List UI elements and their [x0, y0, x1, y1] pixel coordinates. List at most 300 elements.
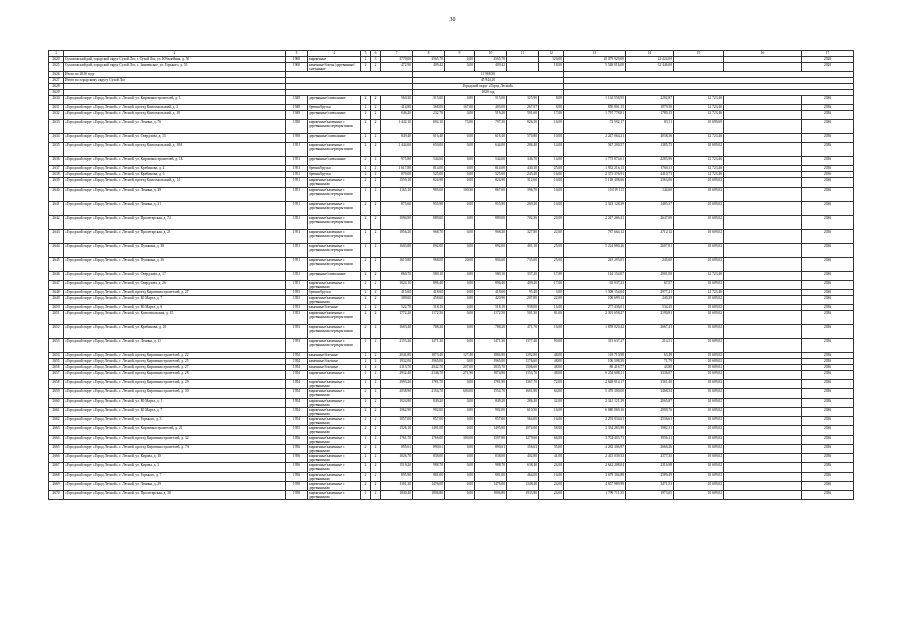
column-header: 8 — [413, 51, 445, 57]
table-cell: 3 343 128,29 — [564, 201, 626, 215]
table-cell: 2 — [371, 365, 381, 371]
table-cell: кирпичные/каменные с — [308, 371, 361, 380]
table-cell: 2648 — [49, 289, 64, 295]
table-cell: 10 609,02 — [674, 178, 724, 187]
table-cell: 2666,26 — [626, 444, 674, 453]
table-cell: 838,00 — [475, 454, 507, 463]
table-cell: 1172,50 — [413, 311, 445, 325]
table-cell: 2036 — [802, 257, 854, 271]
table-row — [49, 111, 854, 120]
table-row — [49, 295, 854, 304]
table-cell: 2 — [371, 339, 381, 353]
table-cell: 0,00 — [445, 215, 475, 229]
summary-label: Итого по городскому округу Сухой Лог — [64, 78, 286, 84]
table-cell: 396,70 — [507, 187, 539, 201]
table-row — [49, 257, 854, 271]
table-cell: 2652 — [49, 325, 64, 339]
table-row — [49, 271, 854, 280]
table-cell: 2036 — [802, 389, 854, 398]
table-cell: 1965,00 — [413, 359, 445, 365]
address-cell: «Городской округ «Город Лесной», г. Лесной, ул. Комсомольская, д. 15 — [64, 311, 286, 325]
table-cell: 879,00 — [381, 172, 413, 178]
table-cell: 2 — [361, 481, 371, 490]
table-cell: 938,00 — [507, 305, 539, 311]
table-cell: 1597,80 — [475, 435, 507, 444]
table-cell — [674, 63, 724, 72]
table-cell: 2036 — [802, 111, 854, 120]
table-cell: 48,00 — [539, 371, 564, 380]
address-cell: «Городской округ «Город Лесной», г. Лесной, ул. Ленина, д. 21 — [64, 201, 286, 215]
table-cell — [724, 96, 802, 105]
table-cell: 4 282 306,97 — [564, 444, 626, 453]
table-cell: 22,00 — [539, 295, 564, 304]
table-cell: 10 699,69 — [674, 120, 724, 134]
table-cell: бревна/брусья — [308, 105, 361, 111]
table-cell: кирпичные/каменные с деревянными — [308, 398, 361, 407]
table-cell: 2 648 914,17 — [564, 380, 626, 389]
table-cell: кирпичные/каменные с деревянными — [308, 389, 361, 398]
table-row — [49, 325, 854, 339]
table-cell: 2666 — [49, 454, 64, 463]
table-cell: 2036 — [802, 463, 854, 472]
table-cell: 81,00 — [539, 311, 564, 325]
table-cell: 14,00 — [539, 143, 564, 157]
table-cell: 2 — [371, 417, 381, 426]
table-cell: 988,70 — [413, 463, 445, 472]
table-cell: 1094,80 — [381, 215, 413, 229]
table-cell: 580,10 — [413, 271, 445, 280]
section-title: 2020 год — [413, 90, 564, 96]
table-cell: 2641 — [49, 201, 64, 215]
table-cell: 2 — [361, 417, 371, 426]
table-cell: 2036 — [802, 371, 854, 380]
table-cell: 2 — [361, 215, 371, 229]
table-cell: 2036 — [802, 271, 854, 280]
table-cell: 10 609,02 — [674, 472, 724, 481]
table-cell: 12 723,46 — [674, 166, 724, 172]
table-cell: деревянные/смешанные — [308, 96, 361, 105]
table-cell: 2 — [361, 257, 371, 271]
table-cell: 1951 — [286, 178, 308, 187]
column-header: 4 — [308, 51, 361, 57]
table-cell: кирпичные/каменные с деревянными перекрытиями — [308, 243, 361, 257]
table-cell — [724, 243, 802, 257]
table-cell: 600,00 — [445, 389, 475, 398]
table-cell: 22 424,00 — [626, 57, 674, 63]
table-cell: 2 247 266,41 — [564, 215, 626, 229]
table-cell: 0,00 — [445, 134, 475, 143]
table-cell: 904,60 — [475, 257, 507, 271]
table-cell: каменные/блочные — [308, 353, 361, 359]
table-row — [49, 157, 854, 166]
table-cell: 2536,61 — [626, 417, 674, 426]
address-cell: «Городской округ «Город Лесной», г. Лесной, ул. Ю.Марта, д. 6 — [64, 305, 286, 311]
table-cell: 1 508 154,04 — [564, 289, 626, 295]
table-cell: 2565,70 — [475, 57, 507, 63]
table-cell: 245,00 — [626, 257, 674, 271]
table-cell: кирпичные/каменные с деревянными — [308, 426, 361, 435]
table-cell: 1955 — [286, 426, 308, 435]
table-row — [49, 389, 854, 398]
table-cell: 245,40 — [507, 172, 539, 178]
table-cell: 2036 — [802, 157, 854, 166]
table-cell: 814,00 — [475, 166, 507, 172]
table-cell: 10 609,02 — [674, 426, 724, 435]
table-cell: 41,00 — [539, 454, 564, 463]
address-cell: «Городской округ «Город Лесной», г. Лесной, проезд Комсомольский, д. 18 — [64, 111, 286, 120]
table-cell: 0,00 — [445, 491, 475, 500]
table-cell: 1956 — [286, 472, 308, 481]
table-cell: 1951 — [286, 157, 308, 166]
table-cell: 2993,20 — [381, 380, 413, 389]
table-cell: 975,80 — [381, 157, 413, 166]
table-cell: 2631 — [49, 105, 64, 111]
table-cell: 638,40 — [507, 463, 539, 472]
table-cell: 2 — [371, 481, 381, 490]
table-row — [49, 491, 854, 500]
table-cell: 2113,70 — [381, 365, 413, 371]
table-cell: 2 — [361, 339, 371, 353]
address-cell: «Городской округ «Город Лесной», г. Лесной, ул. Ленина, д. 11 — [64, 339, 286, 353]
table-cell: 16,00 — [539, 325, 564, 339]
table-cell: 881,00 — [475, 472, 507, 481]
table-cell — [724, 491, 802, 500]
table-cell: 1953 — [286, 289, 308, 295]
table-cell: 2036 — [802, 365, 854, 371]
table-cell: 0,00 — [445, 339, 475, 353]
table-cell: 896,40 — [413, 280, 445, 289]
table-cell: 2316,98 — [626, 463, 674, 472]
table-cell: кирпичные/каменные с деревянными — [308, 454, 361, 463]
table-cell: 90,00 — [539, 339, 564, 353]
table-cell: 8,00 — [539, 96, 564, 105]
table-cell: 240,29 — [626, 295, 674, 304]
table-cell: 650,00 — [413, 143, 445, 157]
table-cell: 2190,81 — [626, 311, 674, 325]
table-cell: 0,00 — [445, 463, 475, 472]
table-cell: 1932,00 — [381, 359, 413, 365]
table-cell: 32,00 — [539, 398, 564, 407]
table-cell: 824,90 — [413, 178, 445, 187]
column-header: 1 — [49, 51, 64, 57]
address-cell: «Городской округ «Город Лесной», г. Лесной, ул. Ю.Марта, д. 7 — [64, 407, 286, 416]
table-cell: 66,00 — [539, 435, 564, 444]
table-cell: 2036 — [802, 380, 854, 389]
table-cell: 2653 — [49, 339, 64, 353]
table-cell: 2643 — [49, 229, 64, 243]
table-cell: 788,20 — [413, 325, 445, 339]
table-cell: 418,60 — [475, 289, 507, 295]
table-cell: 232,70 — [413, 111, 445, 120]
table-cell: 214,51 — [626, 339, 674, 353]
table-cell: 17,00 — [539, 280, 564, 289]
table-cell — [724, 398, 802, 407]
table-cell: 1960 — [286, 57, 308, 63]
table-cell: 2649 — [49, 295, 64, 304]
table-cell: 2 — [371, 157, 381, 166]
table-cell: 2 — [371, 380, 381, 389]
table-cell: 286,20 — [507, 398, 539, 407]
address-cell: «Городской округ «Город Лесной», г. Лесной, ул. Свердлова, д. 17 — [64, 271, 286, 280]
table-cell: 10 609,02 — [674, 339, 724, 353]
table-cell: 440,30 — [507, 166, 539, 172]
table-cell: 2 — [361, 157, 371, 166]
table-cell: 2153,20 — [381, 339, 413, 353]
table-cell: 2 293 834,61 — [564, 417, 626, 426]
address-cell: «Городской округ «Город Лесной», г. Лесной, проезд Комсомольский, д. 14 — [64, 178, 286, 187]
table-cell: 1476,00 — [475, 481, 507, 490]
table-cell: деревянные/смешанные — [308, 111, 361, 120]
table-cell: 2635 — [49, 143, 64, 157]
table-cell: 1953 — [286, 311, 308, 325]
address-cell: «Городской округ «Город Лесной», г. Лесной, ул. Пушкина, д. 38 — [64, 243, 286, 257]
table-cell: 570,80 — [507, 134, 539, 143]
table-cell: 2 — [361, 389, 371, 398]
section-title: 11 968,30 — [413, 72, 564, 78]
address-cell: «Городской округ «Город Лесной», г. Лесной, проезд Кирпичностроителей, д. 22 — [64, 353, 286, 359]
table-cell: 3 702 403,73 — [564, 435, 626, 444]
table-cell: бревна/брусья — [308, 289, 361, 295]
table-cell: 2 — [371, 444, 381, 453]
table-cell: кирпичные/каменные с деревянными перекрытиями — [308, 339, 361, 353]
table-cell: 2668 — [49, 472, 64, 481]
table-cell: 0,00 — [445, 454, 475, 463]
table-cell: 16,00 — [539, 407, 564, 416]
table-cell: 418,60 — [413, 289, 445, 295]
table-cell: кирпичные/каменные с деревянными перекрытиями — [308, 120, 361, 134]
table-cell: бревна/брусья — [308, 172, 361, 178]
table-cell: кирпичные/каменные с деревянными перекрытиями — [308, 215, 361, 229]
address-cell: «Городской округ «Город Лесной», г. Лесной, проезд Комсомольский, д. 18А — [64, 143, 286, 157]
table-cell: 2 — [371, 359, 381, 365]
table-cell: кирпичные/каменные с деревянными — [308, 435, 361, 444]
table-cell: 2036 — [802, 407, 854, 416]
table-cell: 1953 — [286, 325, 308, 339]
table-cell: 267,07 — [507, 105, 539, 111]
table-cell: 3,00 — [539, 289, 564, 295]
table-cell: 1973,05 — [626, 491, 674, 500]
table-cell: 1 859 020,42 — [564, 325, 626, 339]
table-cell: 5 128 408,66 — [564, 178, 626, 187]
table-cell: 1506,60 — [507, 365, 539, 371]
address-cell: «Городской округ «Город Лесной», г. Лесной, проезд Комсомольский, д. 2 — [64, 105, 286, 111]
table-cell: 2638 — [49, 172, 64, 178]
table-cell: 1385,75 — [626, 143, 674, 157]
table-cell — [724, 426, 802, 435]
table-cell: 0,00 — [445, 166, 475, 172]
table-cell: 16,00 — [539, 417, 564, 426]
table-cell: 1835,70 — [475, 365, 507, 371]
table-row — [49, 444, 854, 453]
table-cell: 2 642 208,04 — [564, 463, 626, 472]
table-cell: 2036 — [802, 215, 854, 229]
address-cell: «Городской округ «Город Лесной», г. Лесной, ул. Кирпичностроителей, д. 21 — [64, 426, 286, 435]
address-cell: «Городской округ «Город Лесной», г. Лесной, ул. Пролетарская, д. 21 — [64, 229, 286, 243]
table-cell: 409,42 — [413, 63, 445, 72]
table-cell: 1766,00 — [413, 435, 445, 444]
table-cell: 1949 — [286, 96, 308, 105]
table-cell: кирпичные/каменные с деревянными перекрытиями — [308, 257, 361, 271]
address-cell: «Городской округ «Город Лесной», г. Лесной, ул. Кребинова, д. 4 — [64, 166, 286, 172]
table-cell: 10 609,02 — [674, 143, 724, 157]
address-cell: Сухоложский рай, городской округ Сухой Лог, г. Сухой Лог, ул. Юбилейная, д. 50 — [64, 57, 286, 63]
table-cell: 2036 — [802, 134, 854, 143]
table-cell: 0,00 — [445, 407, 475, 416]
table-cell: 73,80 — [445, 120, 475, 134]
table-cell: 10 609,02 — [674, 444, 724, 453]
table-cell: 2565,70 — [413, 57, 445, 63]
table-cell: 2065,87 — [626, 398, 674, 407]
table-cell: 2640 — [49, 187, 64, 201]
section-title: Городской округ «Город Лесной» — [413, 84, 564, 90]
table-cell — [724, 463, 802, 472]
address-cell: «Городской округ «Город Лесной», г. Лесной, ул. Свердлова, д. 26 — [64, 280, 286, 289]
table-cell: 12 446,00 — [626, 63, 674, 72]
table-cell: 0,00 — [445, 289, 475, 295]
table-cell: 2 341 121,39 — [564, 398, 626, 407]
table-cell: 24,00 — [539, 481, 564, 490]
table-cell: 895,61 — [381, 444, 413, 453]
table-cell: 2036 — [802, 201, 854, 215]
table-cell: 24,00 — [539, 491, 564, 500]
table-cell: 35,00 — [539, 444, 564, 453]
table-cell: 1950 — [286, 120, 308, 134]
table-cell: 4410,73 — [626, 172, 674, 178]
table-cell: 10,00 — [539, 134, 564, 143]
table-cell: 10 609,02 — [674, 417, 724, 426]
column-header: 6 — [371, 51, 381, 57]
table-cell: 401,10 — [507, 243, 539, 257]
table-cell: 1951 — [286, 271, 308, 280]
table-cell: 1781,70 — [413, 380, 445, 389]
table-cell: 616,40 — [413, 134, 445, 143]
table-cell: 2670 — [49, 491, 64, 500]
table-cell: 2 — [361, 63, 371, 72]
table-cell: 2036 — [802, 96, 854, 105]
housing-registry-table — [48, 50, 854, 500]
table-cell: 2036 — [802, 444, 854, 453]
table-cell: 2 — [361, 166, 371, 172]
table-cell: деревянные/смешанные — [308, 271, 361, 280]
table-cell: 2 — [361, 359, 371, 365]
table-cell: 72 592,17 — [564, 120, 626, 134]
table-cell: 2036 — [802, 481, 854, 490]
table-cell: 1954 — [286, 389, 308, 398]
table-cell: 2283,96 — [626, 157, 674, 166]
table-cell: 2657 — [49, 371, 64, 380]
table-cell — [724, 201, 802, 215]
table-cell: кирпичные/каменные с деревянными перекрытиями — [308, 201, 361, 215]
address-cell: «Городской округ «Город Лесной», г. Лесной, ул. Ю.Марта, д. 1 — [64, 398, 286, 407]
table-cell: 2669 — [49, 481, 64, 490]
table-cell: 2036 — [802, 398, 854, 407]
table-cell: 2655 — [49, 359, 64, 365]
table-row — [49, 435, 854, 444]
table-cell: 2625 — [49, 63, 64, 72]
column-header: 13 — [564, 51, 626, 57]
table-cell: 464,00 — [507, 472, 539, 481]
table-cell: 16,00 — [539, 472, 564, 481]
table-cell: 1951 — [286, 187, 308, 201]
table-cell: 867,60 — [475, 187, 507, 201]
table-cell: 120,00 — [539, 57, 564, 63]
table-cell: 2 — [371, 472, 381, 481]
table-cell: 10 609,02 — [674, 491, 724, 500]
table-cell: 518,10 — [413, 305, 445, 311]
table-cell: 2 — [371, 426, 381, 435]
table-row — [49, 454, 854, 463]
table-cell: 10 609,02 — [674, 201, 724, 215]
table-cell: 2 — [361, 463, 371, 472]
table-cell: 1958 — [286, 491, 308, 500]
table-cell: 63,49 — [626, 353, 674, 359]
table-row — [49, 215, 854, 229]
table-cell: 968,20 — [475, 229, 507, 243]
table-cell: 2 — [371, 134, 381, 143]
table-cell: 1960 — [286, 63, 308, 72]
table-cell: кирпичные/каменные с деревянными перекрытиями — [308, 311, 361, 325]
address-cell: «Городской округ «Город Лесной», г. Лесной, ул. Пушкина, д. 36 — [64, 257, 286, 271]
table-cell: 857,00 — [475, 417, 507, 426]
table-cell: 2630 — [49, 96, 64, 105]
table-cell: 1603,80 — [381, 243, 413, 257]
table-cell: 25,00 — [539, 257, 564, 271]
table-cell: 902,00 — [475, 407, 507, 416]
table-cell — [724, 435, 802, 444]
table-cell: 560,30 — [381, 96, 413, 105]
table-cell: 65 037,23 — [564, 280, 626, 289]
table-cell: 2 — [361, 380, 371, 389]
table-cell: 0,00 — [445, 325, 475, 339]
table-cell: 1950 — [286, 134, 308, 143]
table-cell: 2036 — [802, 359, 854, 365]
table-cell: кирпичные/каменные с деревянными — [308, 295, 361, 304]
table-cell: 1361,40 — [626, 380, 674, 389]
table-cell: 875,60 — [381, 201, 413, 215]
table-cell: 881,00 — [413, 472, 445, 481]
table-cell: 4 657 989,99 — [564, 481, 626, 490]
table-cell: 1550,10 — [381, 178, 413, 187]
table-cell: 1951 — [286, 243, 308, 257]
table-cell: 2663 — [49, 426, 64, 435]
table-cell: 300,00 — [445, 435, 475, 444]
table-cell: 2020 — [802, 63, 854, 72]
table-cell: 1954 — [286, 353, 308, 359]
table-cell: 25,00 — [539, 243, 564, 257]
table-cell: 2377,35 — [626, 454, 674, 463]
table-cell: 0,00 — [445, 280, 475, 289]
table-cell: 2626 — [49, 72, 64, 78]
table-cell: 24,00 — [539, 463, 564, 472]
table-cell: 2036 — [802, 305, 854, 311]
table-cell: 955,90 — [475, 201, 507, 215]
table-cell: 2779,00 — [381, 57, 413, 63]
table-cell: кирпичные — [308, 57, 361, 63]
table-cell: 985,60 — [413, 187, 445, 201]
table-cell: 525,00 — [475, 172, 507, 178]
table-row — [49, 120, 854, 134]
table-cell: 144,60 — [626, 187, 674, 201]
table-cell: 2036 — [802, 339, 854, 353]
table-cell — [724, 339, 802, 353]
table-cell: 2 — [371, 201, 381, 215]
table-cell: 10 609,02 — [674, 398, 724, 407]
table-cell: 2647,00 — [626, 215, 674, 229]
table-cell: 1471,30 — [475, 339, 507, 353]
table-cell: 2 — [371, 435, 381, 444]
table-cell: 2646 — [49, 271, 64, 280]
table-cell: 0,00 — [445, 305, 475, 311]
